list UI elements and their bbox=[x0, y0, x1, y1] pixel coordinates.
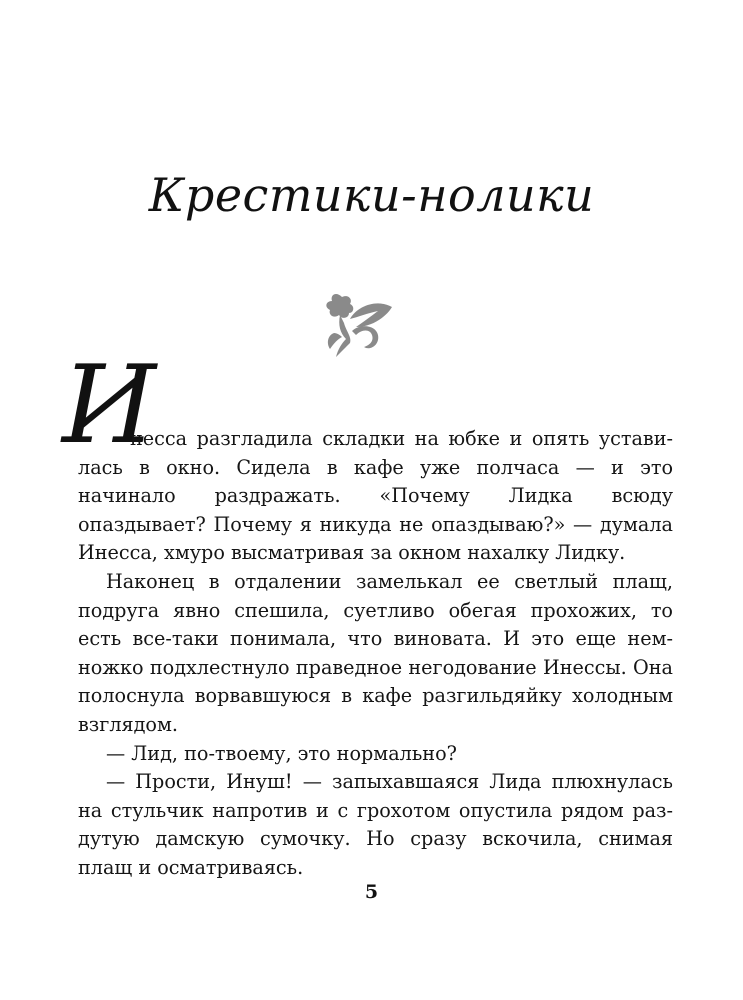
body-text bbox=[78, 425, 673, 883]
flower-ornament-icon bbox=[322, 287, 396, 359]
paragraph: Наконец в отдалении замелькал ее светлый плащ, подруга явно спешила, суетливо обегая прохожих, то есть все-таки понимала, что виновата. И это еще немножко подхлестнуло праведное негодование Инессы. Она полоснула ворвавшуюся в кафе разгильдяйку холодным взглядом. bbox=[78, 569, 673, 736]
dialogue-line: — Лид, по-твоему, это нормально? bbox=[106, 741, 457, 765]
paragraph: несса разгладила складки на юбке и опять уставилась в окно. Сидела в кафе уже полчаса — и это начинало раздражать. «Почему Лидка всюду опаздывает? Почему я никуда не опаздываю?» — думала Инесса, хмуро высматривая за окном нахалку Лидку. bbox=[78, 427, 673, 565]
dialogue-line: — Прости, Инуш! — запыхавшаяся Лида плюхнулась на стульчик напротив и с грохотом опустила рядом раздутую дамскую сумочку. Но сразу вскочила, снимая плащ и осматриваясь. bbox=[78, 770, 673, 879]
chapter-title: Крестики-нолики bbox=[148, 168, 595, 222]
drop-cap-letter: И bbox=[62, 343, 157, 468]
page-number: 5 bbox=[364, 881, 379, 903]
